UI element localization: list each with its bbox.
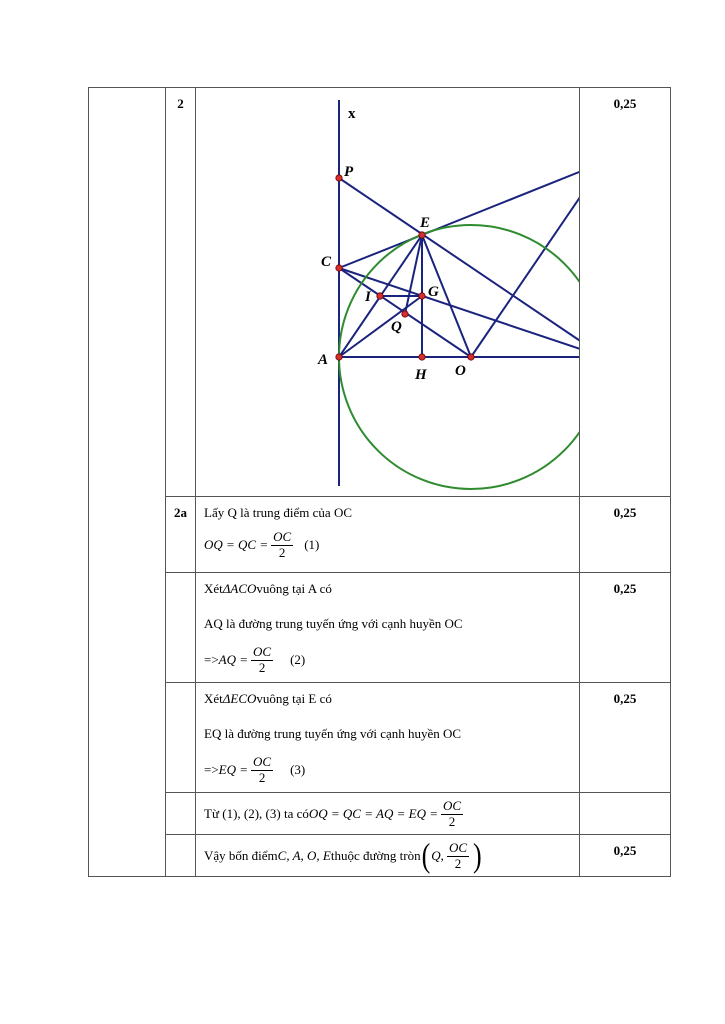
label-h: H: [415, 367, 427, 383]
step4-fraction: $\frac{OC}{2}$: [442, 798, 462, 829]
label-e: E: [420, 215, 431, 231]
left-blank-column: [89, 88, 166, 877]
label-i: I: [365, 289, 371, 305]
point-e: [419, 232, 425, 238]
step2-row: [89, 573, 671, 683]
segment-ko: [471, 162, 579, 357]
point-a: [336, 354, 342, 360]
label-p: P: [344, 164, 354, 180]
step1-row: [89, 497, 671, 573]
step4-equation: Từ (1), (2), (3) ta có OQ = QC = AQ = EQ = $\frac{OC}{2}$: [204, 798, 462, 829]
step3-score: 0,25: [580, 683, 671, 793]
label-q: Q: [391, 319, 402, 335]
step3-row: [89, 683, 671, 793]
geometry-figure: [196, 88, 579, 497]
step4-content: [196, 793, 580, 835]
step2-score: 0,25: [580, 573, 671, 683]
step3-equation: => EQ = $\frac{OC}{2}$ (3): [204, 754, 306, 785]
step1-text: Lấy Q là trung điểm của OC: [204, 505, 353, 521]
solution-table: [88, 87, 671, 877]
step5-row: [89, 835, 671, 877]
step1-label: 2a: [166, 497, 196, 573]
step5-fraction: $\frac{OC}{2}$: [448, 840, 467, 871]
label-a: A: [318, 352, 329, 368]
label-o: O: [455, 363, 466, 379]
step4-score: [580, 793, 671, 835]
step5-conclusion: Vậy bốn điểm C, A, O, E thuộc đường tròn ( Q, $\frac{OC}{2}$ ): [204, 836, 482, 875]
point-c: [336, 265, 342, 271]
step4-row: [89, 793, 671, 835]
step2-fraction: $\frac{OC}{2}$: [253, 644, 272, 675]
point-o: [468, 354, 474, 360]
step3-fraction: $\frac{OC}{2}$: [253, 754, 272, 785]
label-g: G: [428, 284, 439, 300]
step1-equation: OQ = QC = $\frac{OC}{2}$ (1): [204, 529, 320, 560]
step3-content: [196, 683, 580, 793]
figure-row-label: 2: [166, 88, 196, 497]
step1-score: 0,25: [580, 497, 671, 573]
figure-row: [89, 88, 671, 497]
point-i: [377, 293, 383, 299]
segment-ek: [422, 162, 579, 235]
step5-score: 0,25: [580, 835, 671, 877]
step1-fraction: $\frac{OC}{2}$: [273, 529, 292, 560]
point-q: [402, 311, 408, 317]
point-p: [336, 175, 342, 181]
step3-line2: EQ là đường trung tuyến ứng với cạnh huyền OC: [204, 726, 462, 742]
label-x: x: [348, 106, 356, 122]
step1-content: [196, 497, 580, 573]
step2-equation: => AQ = $\frac{OC}{2}$ (2): [204, 644, 306, 675]
step5-content: [196, 835, 580, 877]
label-c: C: [321, 254, 332, 270]
step3-line1: Xét ΔECO vuông tại E có: [204, 691, 332, 707]
figure-cell: [196, 88, 580, 497]
figure-row-score: 0,25: [580, 88, 671, 497]
step2-content: [196, 573, 580, 683]
point-g: [419, 293, 425, 299]
segment-ag: [339, 296, 422, 357]
segment-cb: [339, 268, 579, 357]
point-h: [419, 354, 425, 360]
step2-line1: Xét ΔACO vuông tại A có: [204, 581, 332, 597]
step2-line2: AQ là đường trung tuyến ứng với cạnh huyền OC: [204, 616, 463, 632]
